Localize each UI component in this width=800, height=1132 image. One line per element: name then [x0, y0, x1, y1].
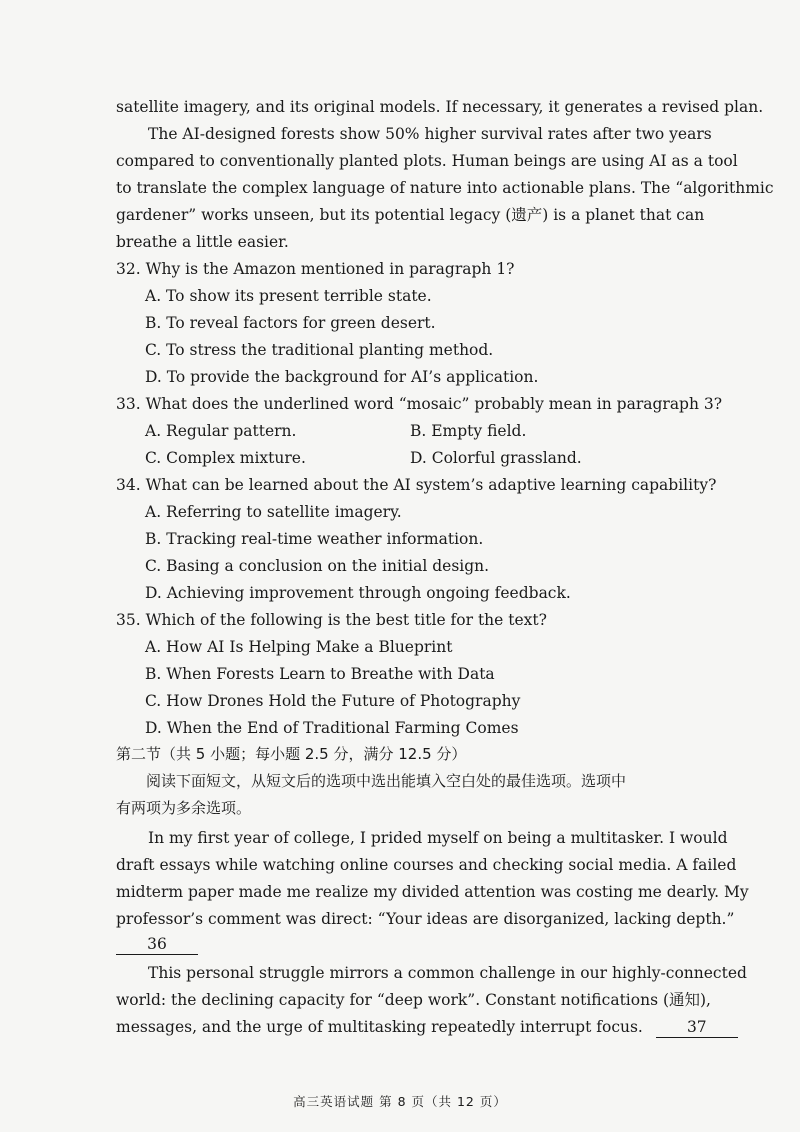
question-stem: 33. What does the underlined word “mosaic” probably mean in paragraph 3?	[116, 395, 723, 413]
passage-line: The AI-designed forests show 50% higher survival rates after two years	[148, 125, 712, 143]
page-footer: 高三英语试题 第 8 页（共 12 页）	[293, 1094, 507, 1109]
option-d: D. To provide the background for AI’s application.	[145, 368, 539, 386]
option-a: A. Regular pattern.	[145, 422, 297, 440]
passage-line: satellite imagery, and its original models. If necessary, it generates a revised plan.	[116, 98, 764, 116]
section-instructions: 有两项为多余选项。	[116, 799, 252, 817]
passage-text: messages, and the urge of multitasking repeatedly interrupt focus.	[116, 1018, 643, 1036]
section-heading: 第二节（共 5 小题；每小题 2.5 分，满分 12.5 分）	[116, 745, 467, 763]
blank-number: 36	[116, 934, 198, 955]
passage-line: compared to conventionally planted plots. Human beings are using AI as a tool	[116, 152, 738, 170]
passage-line	[116, 1017, 738, 1038]
passage-line: midterm paper made me realize my divided attention was costing me dearly. My	[116, 883, 749, 901]
passage-line: to translate the complex language of nature into actionable plans. The “algorithmic	[116, 179, 774, 197]
section-instructions: 阅读下面短文，从短文后的选项中选出能填入空白处的最佳选项。选项中	[146, 772, 627, 790]
option-d: D. Achieving improvement through ongoing feedback.	[145, 584, 571, 602]
blank-37: 37	[656, 1017, 738, 1038]
option-c: C. How Drones Hold the Future of Photography	[145, 692, 521, 710]
passage-line: gardener” works unseen, but its potential legacy (遗产) is a planet that can	[116, 206, 705, 224]
option-a: A. To show its present terrible state.	[145, 287, 432, 305]
passage-line: breathe a little easier.	[116, 233, 289, 251]
option-d: D. Colorful grassland.	[410, 449, 582, 467]
question-stem: 34. What can be learned about the AI system’s adaptive learning capability?	[116, 476, 717, 494]
option-c: C. To stress the traditional planting method.	[145, 341, 494, 359]
option-c: C. Basing a conclusion on the initial design.	[145, 557, 490, 575]
passage-line: draft essays while watching online courses and checking social media. A failed	[116, 856, 737, 874]
question-stem: 35. Which of the following is the best title for the text?	[116, 611, 547, 629]
option-c: C. Complex mixture.	[145, 449, 306, 467]
option-b: B. Empty field.	[410, 422, 527, 440]
option-d: D. When the End of Traditional Farming Comes	[145, 719, 519, 737]
option-a: A. How AI Is Helping Make a Blueprint	[145, 638, 453, 656]
option-a: A. Referring to satellite imagery.	[145, 503, 402, 521]
option-b: B. To reveal factors for green desert.	[145, 314, 436, 332]
passage-line: professor’s comment was direct: “Your ideas are disorganized, lacking depth.”	[116, 910, 735, 928]
option-b: B. When Forests Learn to Breathe with Data	[145, 665, 495, 683]
passage-line: This personal struggle mirrors a common challenge in our highly-connected	[148, 964, 747, 982]
passage-line: In my first year of college, I prided myself on being a multitasker. I would	[148, 829, 728, 847]
option-b: B. Tracking real-time weather information.	[145, 530, 484, 548]
blank-36	[116, 934, 198, 955]
question-stem: 32. Why is the Amazon mentioned in paragraph 1?	[116, 260, 515, 278]
passage-line: world: the declining capacity for “deep work”. Constant notifications (通知),	[116, 991, 711, 1009]
